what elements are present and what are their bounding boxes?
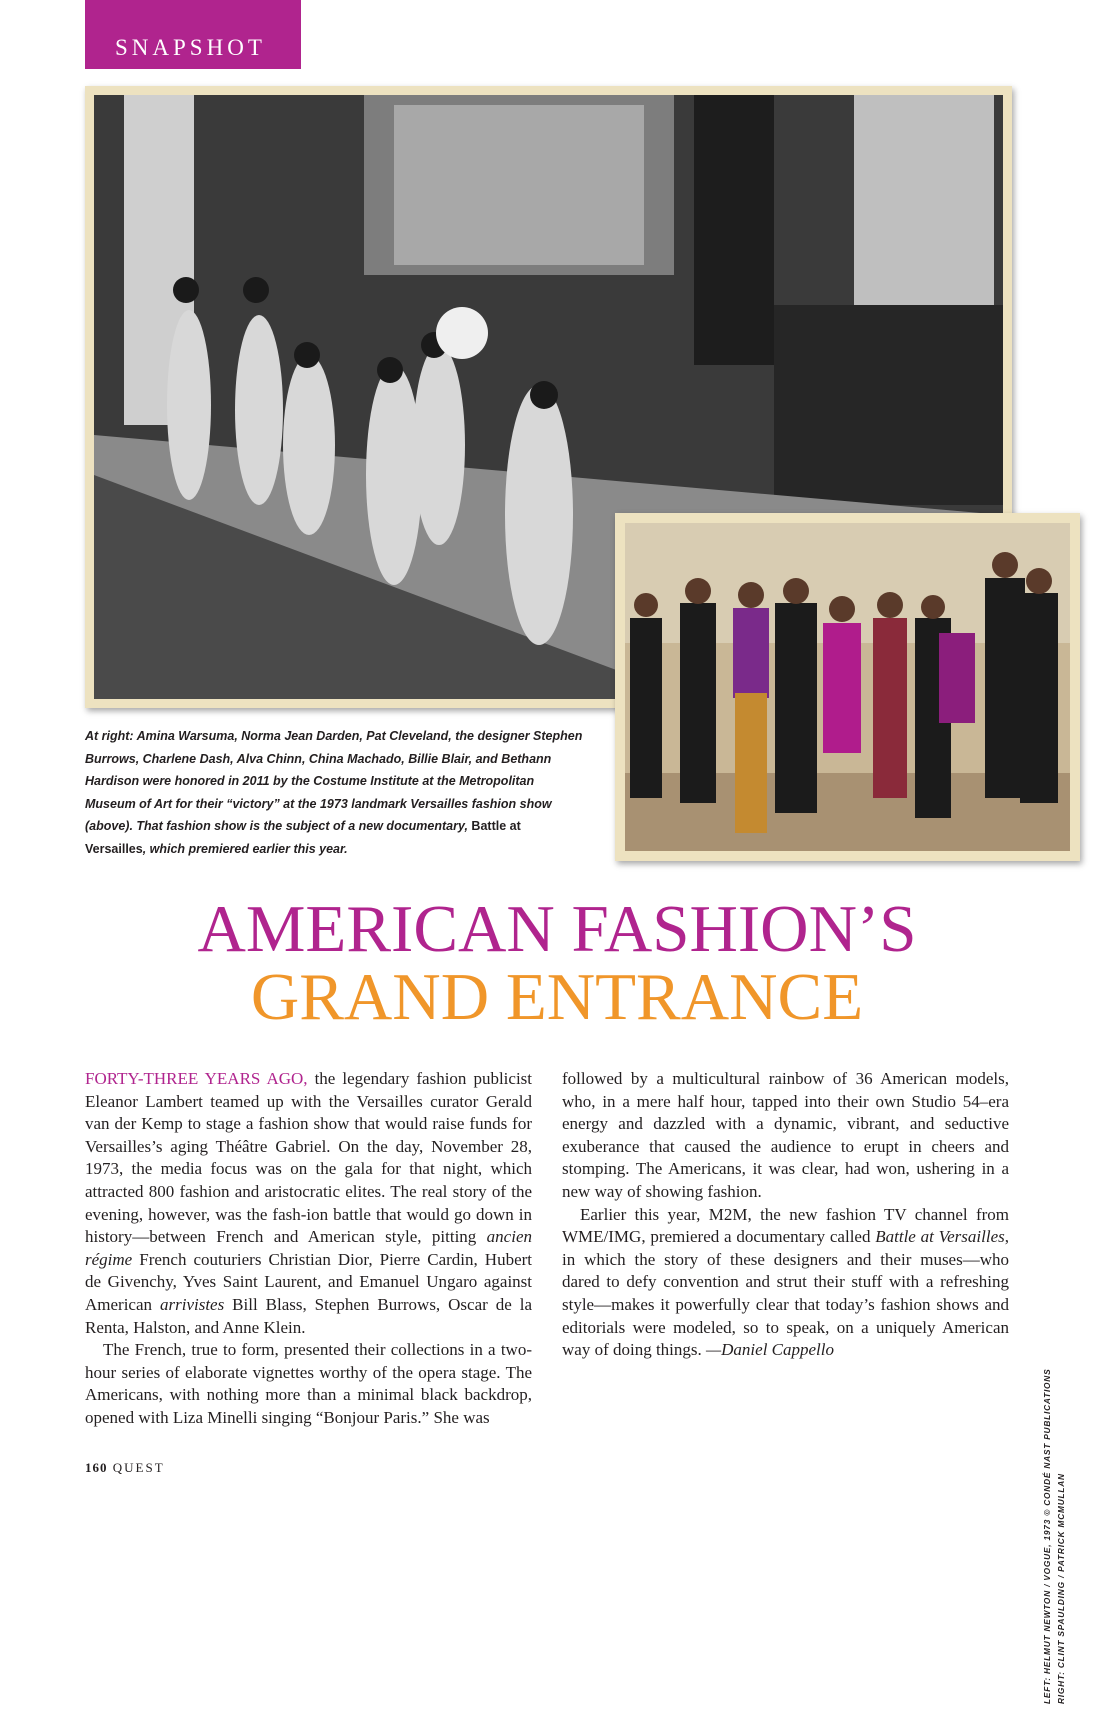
headline-line-2: GRAND ENTRANCE xyxy=(250,960,864,1034)
caption-film-title: Battle at Versailles xyxy=(85,819,521,856)
article-column-1 xyxy=(85,1068,532,1430)
section-tag: SNAPSHOT xyxy=(85,0,301,69)
honorees-group-image xyxy=(625,523,1070,851)
article-text: The French, true to form, presented their collections in a two-hour series of elaborate vignettes worthy of the opera stage. The Americans, with nothing more than a minimal black backdrop, opened with Liza Minelli singing “Bonjour Paris.” She was xyxy=(85,1340,532,1427)
byline: —Daniel Cappello xyxy=(706,1340,834,1360)
caption-text-end: , which premiered earlier this year. xyxy=(142,841,348,856)
article-paragraph-2 xyxy=(85,1339,532,1429)
article-italic: arrivistes xyxy=(159,1294,225,1314)
article-italic: Battle at Versailles xyxy=(875,1227,1005,1247)
page-footer xyxy=(85,1460,165,1476)
article-text: Earlier this year, M2M, the new fashion TV channel from WME/IMG, premiered a documentary called xyxy=(562,1204,1009,1247)
costume-institute-2011-photo xyxy=(615,513,1080,861)
article-text: French couturiers Christian Dior, Pierre Cardin, Hubert de Givenchy, Yves Saint Laurent, and Emanuel Ungaro against American xyxy=(85,1249,532,1314)
article-text: , in which the story of these designers and their muses—who dared to defy convention and strut their stuff with a refreshing style—makes it powerfully clear that today’s fashion shows and editorials were modeled, so to speak, on a uniquely American way of doing things. xyxy=(562,1227,1009,1360)
article-paragraph-2-continued: followed by a multicultural rainbow of 36 American models, who, in a mere half hour, tapped into their own Studio 54–era energy and dazzled with a dynamic, vibrant, and seductive exuberance that caused the audience to erupt in cheers and stomping. The Americans, it was clear, had won, ushering in a new way of showing fashion. xyxy=(562,1069,1009,1201)
article-paragraph-1 xyxy=(85,1068,532,1339)
article-italic: ancien régime xyxy=(85,1227,532,1269)
article-text: Bill Blass, Stephen Burrows, Oscar de la Renta, Halston, and Anne Klein. xyxy=(85,1294,532,1337)
article-column-2 xyxy=(562,1068,1009,1362)
lead-in: FORTY-THREE YEARS AGO, xyxy=(85,1069,308,1088)
magazine-name: QUEST xyxy=(112,1460,165,1475)
photo-credits xyxy=(1040,1088,1080,1728)
article-paragraph-3 xyxy=(562,1204,1009,1362)
photo-caption xyxy=(85,725,585,860)
credit-left: LEFT: HELMUT NEWTON / VOGUE, 1973 © CONDÉ NAST PUBLICATIONS xyxy=(1042,1368,1052,1704)
headline xyxy=(0,892,1114,1034)
headline-line-1: AMERICAN FASHION’S xyxy=(197,892,917,966)
article-text: the legendary fashion publicist Eleanor Lambert teamed up with the Versailles curator Gerald van der Kemp to stage a fashion show that would raise funds for Versailles’s aging Théâtre Gabriel. On the day, November 28, 1973, the media focus was on the gala for that night, which attracted 800 fashion and aristocratic elites. The real story of the evening, however, was the fash-ion battle that would go down in history—between French and American style, pitting xyxy=(85,1069,533,1247)
credit-right: RIGHT: CLINT SPAULDING / PATRICK MCMULLAN xyxy=(1056,1473,1066,1704)
page-number: 160 xyxy=(85,1460,108,1475)
caption-text: At right: Amina Warsuma, Norma Jean Darden, Pat Cleveland, the designer Stephen Burrows, Charlene Dash, Alva Chinn, China Machado, Billie Blair, and Bethann Hardison were honored in 2011 by the Costume Institute at the Metropolitan Museum of Art for their “victory” at the 1973 landmark Versailles fashion show (above). That fashion show is the subject of a new documentary, xyxy=(85,729,583,833)
